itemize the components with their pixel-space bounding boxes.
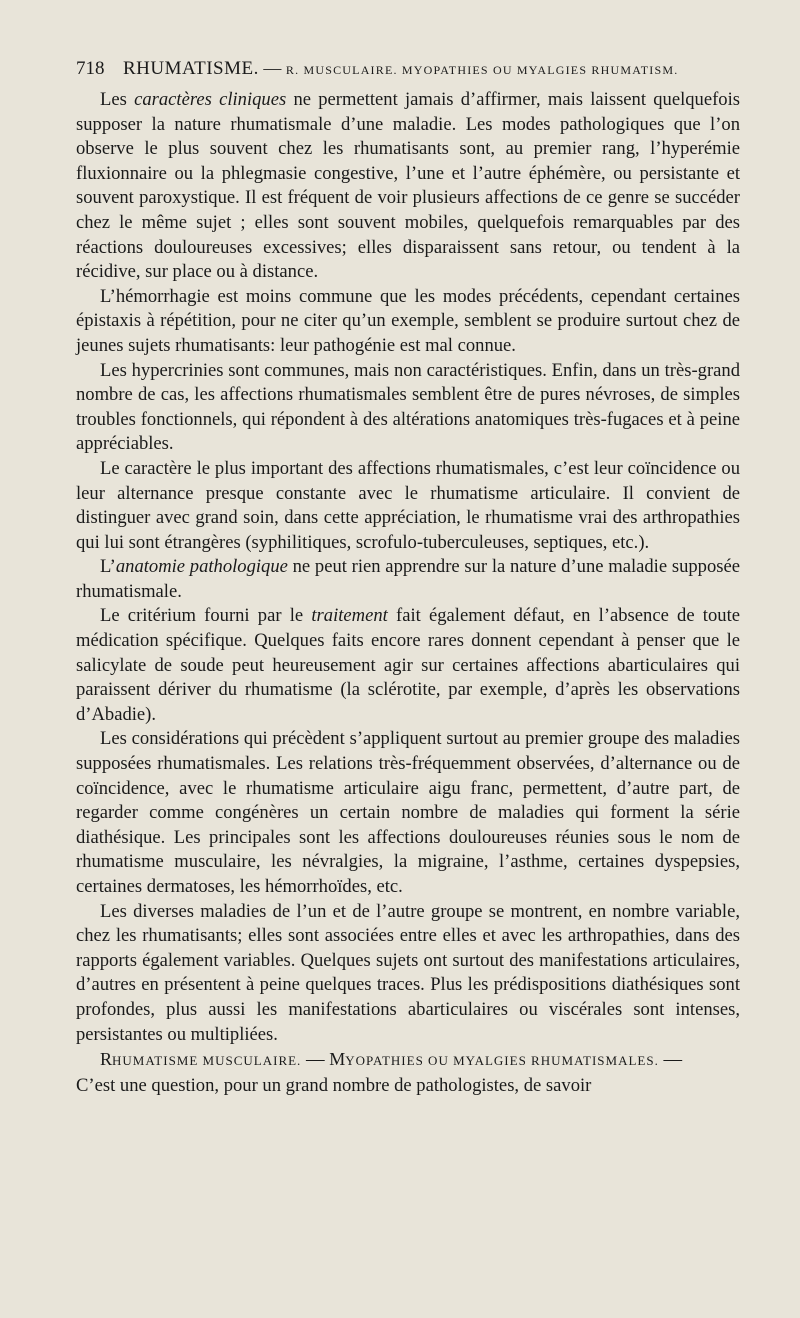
paragraph-treatment: Le critérium fourni par le traitement fait également défaut, en l’absence de toute médication spécifique. Quelques faits encore rares donnent cependant à penser que le salicylate de soude peut heureusement agir sur certaines affections abarticulaires qui paraissent dériver du rhumatisme (la sclérotite, par exemple, d’après les observations d’Abadie). <box>76 605 740 725</box>
paragraph-considerations: Les considérations qui précèdent s’appliquent surtout au premier groupe des maladies supposées rhumatismales. Les relations très-fréquemment observées, d’alternance ou de coïncidence, avec le rhumatisme articulaire aigu franc, permettent, d’autre part, de regarder comme congénères un certain nombre de maladies qui forment la série diathésique. Les principales sont les affections douloureuses réunies sous le nom de rhumatisme musculaire, les névralgies, la migraine, l’asthme, certaines dyspepsies, certaines dermatoses, les hémorrhoïdes, etc. <box>76 728 740 897</box>
page-number: 718 <box>76 58 105 79</box>
section-heading: RHUMATISME MUSCULAIRE. — MYOPATHIES OU MYALGIES RHUMATISMALES. — <box>100 1049 683 1071</box>
section-text: C’est une question, pour un grand nombre de pathologistes, de savoir <box>76 1074 592 1096</box>
header-title: RHUMATISME. <box>123 58 259 79</box>
paragraph-hemorrhage: L’hémorrhagie est moins commune que les modes précédents, cependant certaines épistaxis à répétition, pour ne citer qu’un exemple, semblent se produire surtout chez de jeunes sujets rhumatisants: leur pathogénie est mal connue. <box>76 285 740 356</box>
paragraph-diverse: Les diverses maladies de l’un et de l’autre groupe se montrent, en nombre variable, chez les rhumatisants; elles sont associées entre elles et avec les arthropathies, dans des rapports également variables. Quelques sujets ont surtout des manifestations articulaires, d’autres en présentent à peine quelques traces. Plus les prédispositions diathésiques sont profondes, plus aussi les manifestations abarticulaires ou viscérales sont intenses, persistantes ou multipliées. <box>76 900 740 1045</box>
paragraph-anatomy: L’anatomie pathologique ne peut rien apprendre sur la nature d’une maladie supposée rhumatismale. <box>76 556 740 602</box>
paragraph-clinical: Les caractères cliniques ne permettent jamais d’affirmer, mais laissent quelquefois supposer la nature rhumatismale d’une maladie. Les modes pathologiques que l’on observe le plus souvent chez les rhumatisants sont, au premier rang, l’hyperémie fluxionnaire ou la phlegmasie congestive, l’une et l’autre éphémère, ou persistante et souvent paroxystique. Il est fréquent de voir plusieurs affections de ce genre se succéder chez le même sujet ; elles sont souvent mobiles, quelquefois remarquables par des réactions douloureuses excessives; elles disparaissent sans retour, ou tendent à la récidive, sur place ou à distance. <box>76 89 740 283</box>
page-body <box>76 88 740 1098</box>
header-subtitle: R. MUSCULAIRE. MYOPATHIES OU MYALGIES RHUMATISM. <box>285 63 679 77</box>
paragraph-hypercrinies: Les hypercrinies sont communes, mais non caractéristiques. Enfin, dans un très-grand nombre de cas, les affections rhumatismales semblent être de pures névroses, de simples troubles fonctionnels, qui répondent à des altérations anatomiques très-fugaces et à peine appréciables. <box>76 359 740 455</box>
header-dash: — <box>263 58 282 78</box>
paragraph-coincidence: Le caractère le plus important des affections rhumatismales, c’est leur coïncidence ou leur alternance presque constante avec le rhumatisme articulaire. Il convient de distinguer avec grand soin, dans cette appréciation, le rhumatisme vrai des arthropathies qui lui sont étrangères (syphilitiques, scrofulo-tuberculeuses, septiques, etc.). <box>76 457 740 553</box>
running-header <box>76 58 736 80</box>
